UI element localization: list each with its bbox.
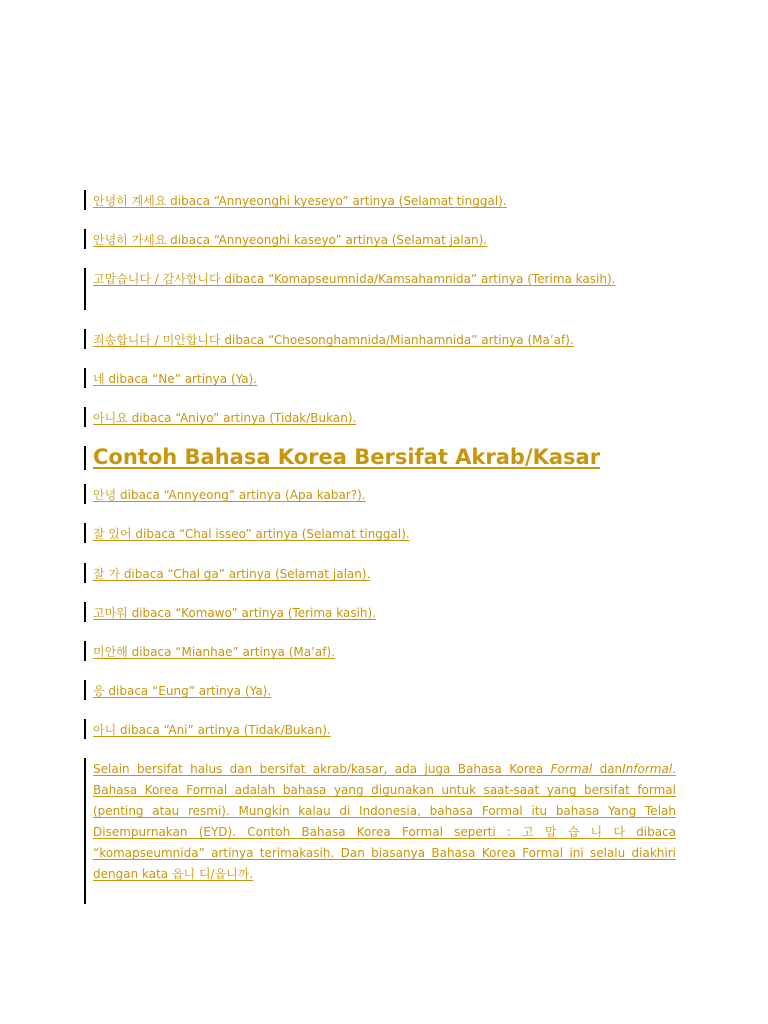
phrase-link-annyeonghi-kaseyo[interactable]: 안녕히 가세요 dibaca “Annyeonghi kaseyo” artinya (Selamat jalan). bbox=[93, 233, 488, 247]
text-cursor-bar bbox=[84, 407, 86, 427]
phrase-link-chal-isseo[interactable]: 잘 있어 dibaca “Chal isseo” artinya (Selamat tinggal). bbox=[93, 527, 410, 541]
text-cursor-bar bbox=[84, 329, 86, 349]
phrase-link-komapseumnida[interactable]: 고맙습니다 / 감사합니다 dibaca “Komapseumnida/Kamsahamnida” artinya (Terima kasih). bbox=[93, 272, 616, 286]
phrase-link-aniyo[interactable]: 아니요 dibaca “Aniyo” artinya (Tidak/Bukan). bbox=[93, 411, 357, 425]
phrase-link-mianhae[interactable]: 미안해 dibaca “Mianhae” artinya (Ma’af). bbox=[93, 645, 335, 659]
text-cursor-bar bbox=[84, 268, 86, 310]
phrase-link-ani[interactable]: 아니 dibaca “Ani” artinya (Tidak/Bukan). bbox=[93, 723, 331, 737]
paragraph-text-1: Selain bersifat halus dan bersifat akrab/kasar, ada juga Bahasa Korea bbox=[93, 762, 551, 776]
phrase-link-komawo[interactable]: 고마워 dibaca “Komawo” artinya (Terima kasih). bbox=[93, 606, 377, 620]
phrase-link-chal-ga[interactable]: 잘 가 dibaca “Chal ga” artinya (Selamat jalan). bbox=[93, 567, 371, 581]
formal-word: Formal bbox=[550, 762, 593, 776]
phrase-link-ne[interactable]: 네 dibaca “Ne” artinya (Ya). bbox=[93, 372, 258, 386]
paragraph-text-3: . Bahasa Korea Formal adalah bahasa yang digunakan untuk saat-saat yang bersifat formal (penting atau resmi). Mungkin kalau di Indonesia, bahasa Formal itu bahasa Yang Telah Disempurnakan (EYD). Contoh Bahasa Korea Formal seperti : 고 맙 습 니 다 dibaca “komapseumnida” artinya terimakasih. Dan biasanya Bahasa Korea Formal ini selalu diakhiri dengan kata 읍니 디/읍니까. bbox=[93, 762, 677, 881]
text-cursor-bar bbox=[84, 229, 86, 249]
text-cursor-bar bbox=[84, 641, 86, 661]
phrase-link-annyeonghi-kyeseyo[interactable]: 안녕히 계세요 dibaca “Annyeonghi kyeseyo” artinya (Selamat tinggal). bbox=[93, 194, 507, 208]
text-cursor-bar bbox=[84, 680, 86, 700]
informal-word: Informal bbox=[622, 762, 673, 776]
text-cursor-bar bbox=[84, 484, 86, 504]
text-cursor-bar bbox=[84, 190, 86, 210]
phrase-link-choesonghamnida[interactable]: 죄송합니다 / 미안합니다 dibaca “Choesonghamnida/Mianhamnida” artinya (Ma’af). bbox=[93, 333, 574, 347]
text-cursor-bar bbox=[84, 602, 86, 622]
text-cursor-bar bbox=[84, 563, 86, 583]
formal-korean-paragraph[interactable] bbox=[93, 759, 676, 885]
phrase-link-eung[interactable]: 응 dibaca “Eung” artinya (Ya). bbox=[93, 684, 272, 698]
paragraph-text-2: dan bbox=[592, 762, 623, 776]
text-cursor-bar bbox=[84, 446, 86, 470]
text-cursor-bar bbox=[84, 758, 86, 904]
text-cursor-bar bbox=[84, 523, 86, 543]
phrase-link-annyeong[interactable]: 안녕 dibaca “Annyeong” artinya (Apa kabar?). bbox=[93, 488, 366, 502]
text-cursor-bar bbox=[84, 719, 86, 739]
text-cursor-bar bbox=[84, 368, 86, 388]
section-heading[interactable]: Contoh Bahasa Korea Bersifat Akrab/Kasar bbox=[93, 445, 601, 469]
